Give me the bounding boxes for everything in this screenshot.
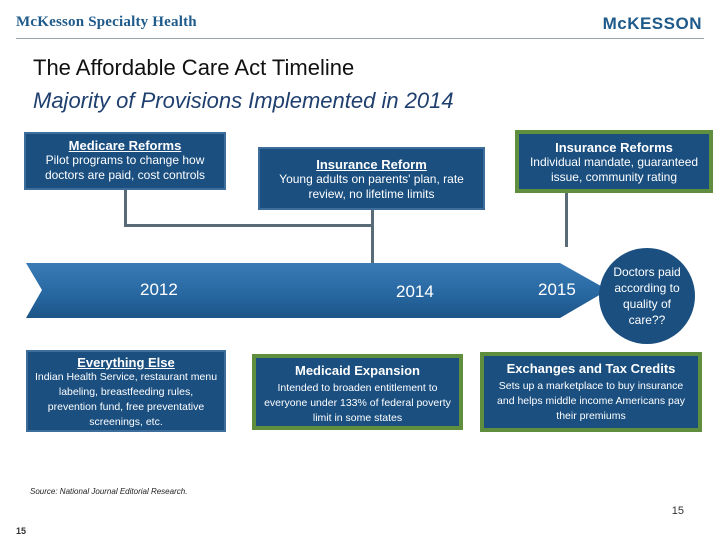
year-2014: 2014 <box>396 282 434 301</box>
box-heading: Medicaid Expansion <box>295 363 420 378</box>
box-body: Individual mandate, guaranteed issue, community rating <box>529 155 699 184</box>
brand-logo-left: McKesson Specialty Health <box>16 14 197 30</box>
box-body: Intended to broaden entitlement to everyone under 133% of federal poverty limit in some states <box>264 382 451 424</box>
box-everything-else <box>26 350 226 432</box>
box-medicare-reforms <box>24 132 226 190</box>
box-body: Sets up a marketplace to buy insurance and helps middle income Americans pay their premiums <box>497 380 685 422</box>
box-heading: Insurance Reform <box>316 157 427 172</box>
box-heading: Everything Else <box>77 355 175 370</box>
slide-title: The Affordable Care Act Timeline <box>33 55 355 80</box>
slide-number: 15 <box>16 526 27 536</box>
box-exchanges-tax-credits <box>480 352 702 432</box>
box-insurance-reform <box>258 147 485 210</box>
box-insurance-reforms <box>515 130 713 193</box>
slide-subtitle: Majority of Provisions Implemented in 2014 <box>33 88 454 113</box>
box-medicaid-expansion <box>252 354 463 430</box>
brand-logo-right: McKESSON <box>602 14 702 33</box>
box-body: Young adults on parents' plan, rate review, no lifetime limits <box>279 172 464 201</box>
year-2012: 2012 <box>140 280 178 299</box>
callout-quality-of-care <box>599 248 695 344</box>
source-note: Source: National Journal Editorial Research. <box>30 487 188 496</box>
page-number: 15 <box>671 505 684 517</box>
box-body: Pilot programs to change how doctors are paid, cost controls <box>44 153 206 182</box>
box-heading: Exchanges and Tax Credits <box>506 361 676 376</box>
callout-text: Doctors paid according to quality of care?? <box>613 265 681 327</box>
box-heading: Medicare Reforms <box>68 138 182 153</box>
box-body: Indian Health Service, restaurant menu labeling, breastfeeding rules, prevention fund, free preventative screenings, etc. <box>34 371 218 428</box>
year-2015: 2015 <box>538 280 576 299</box>
box-heading: Insurance Reforms <box>555 140 673 155</box>
